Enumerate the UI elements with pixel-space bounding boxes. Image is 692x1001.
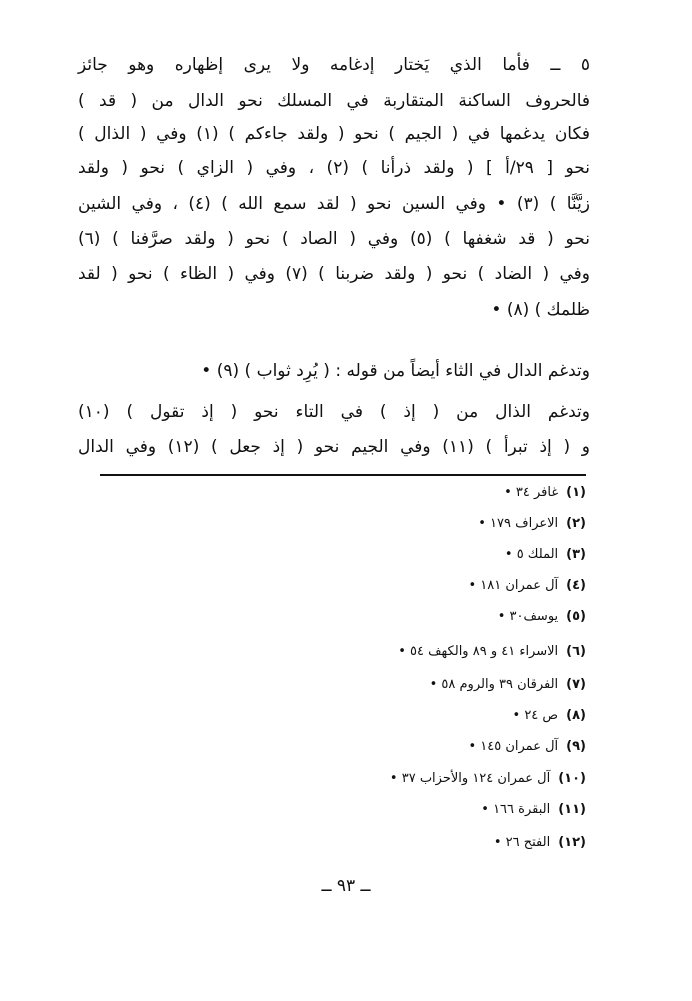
footnote-number: (١٢) [558, 835, 586, 850]
footnote [430, 676, 586, 694]
footnote-text: الفرقان ٣٩ والروم ٥٨ • [429, 677, 559, 692]
footnote-text: ص ٢٤ • [512, 708, 559, 723]
footnote-text: الاعراف ١٧٩ • [478, 516, 559, 531]
footnote [468, 577, 586, 595]
footnote-number: (١١) [558, 802, 586, 817]
footnote-number: (١٠) [558, 771, 586, 786]
body-line: زيَّنَّا ) (٣) • وفي السين نحو ( لقد سمع الله ) (٤) ، وفي الشين [78, 194, 591, 214]
body-line: نحو ( قد شغفها ) (٥) وفي ( الصاد ) نحو ( ولقد صرَّفنا ) (٦) [78, 229, 591, 249]
footnote-text: الملك ٥ • [504, 547, 559, 562]
footnote-number: (١) [566, 485, 586, 500]
body-line: و ( إذ تبرأ ) (١١) وفي الجيم نحو ( إذ جعل ) (١٢) وفي الدال [78, 437, 590, 457]
footnote-number: (٤) [566, 578, 586, 593]
footnote [513, 707, 586, 725]
footnote-number: (٨) [566, 708, 586, 723]
footnote-number: (٩) [566, 739, 586, 754]
body-line: ٥ ــ فأما الذي يَختار إدغامه ولا يرى إظهاره وهو جائز [78, 55, 590, 75]
body-line: وتدغم الذال من ( إذ ) في التاء نحو ( إذ تقول ) (١٠) [78, 402, 590, 422]
footnote-divider [100, 474, 586, 476]
footnote [498, 608, 586, 626]
footnote-text: الفتح ٢٦ • [493, 835, 551, 850]
footnote-text: الاسراء ٤١ و ٨٩ والكهف ٥٤ • [398, 644, 559, 659]
body-line: فالحروف الساكنة المتقاربة في المسلك نحو الدال من ( قد ) [78, 91, 590, 111]
footnote [398, 643, 586, 661]
footnote [390, 770, 586, 788]
footnote-text: آل عمران ١٤٥ • [468, 739, 559, 754]
footnote-number: (٦) [566, 644, 586, 659]
footnote [505, 546, 586, 564]
body-line: وفي ( الضاد ) نحو ( ولقد ضربنا ) (٧) وفي ( الظاء ) نحو ( لقد [78, 264, 590, 284]
footnote-text: آل عمران ١٢٤ والأحزاب ٣٧ • [389, 771, 551, 786]
footnote-text: غافر ٣٤ • [504, 485, 559, 500]
footnote-text: يوسف٣٠ • [497, 609, 559, 624]
footnote [494, 834, 586, 852]
footnote [478, 515, 586, 533]
page-number: ــ ٩٣ ــ [321, 876, 371, 896]
footnote [481, 801, 586, 819]
footnote-text: البقرة ١٦٦ • [481, 802, 551, 817]
body-line: نحو [ ٢٩/أ ] ( ولقد ذرأنا ) (٢) ، وفي ( الزاي ) نحو ( ولقد [78, 158, 590, 178]
footnote-number: (٢) [566, 516, 586, 531]
body-line: وتدغم الدال في الثاء أيضاً من قوله : ( يُرِد ثواب ) (٩) • [201, 361, 590, 381]
footnote [468, 738, 586, 756]
footnote-text: آل عمران ١٨١ • [468, 578, 559, 593]
body-line: ظلمك ) (٨) • [491, 300, 590, 320]
body-line: فكان يدغمها في ( الجيم ) نحو ( ولقد جاءكم ) (١) وفي ( الذال ) [78, 124, 591, 144]
footnote-number: (٥) [566, 609, 586, 624]
footnote [504, 484, 586, 502]
footnote-number: (٧) [566, 677, 586, 692]
footnote-number: (٣) [566, 547, 586, 562]
